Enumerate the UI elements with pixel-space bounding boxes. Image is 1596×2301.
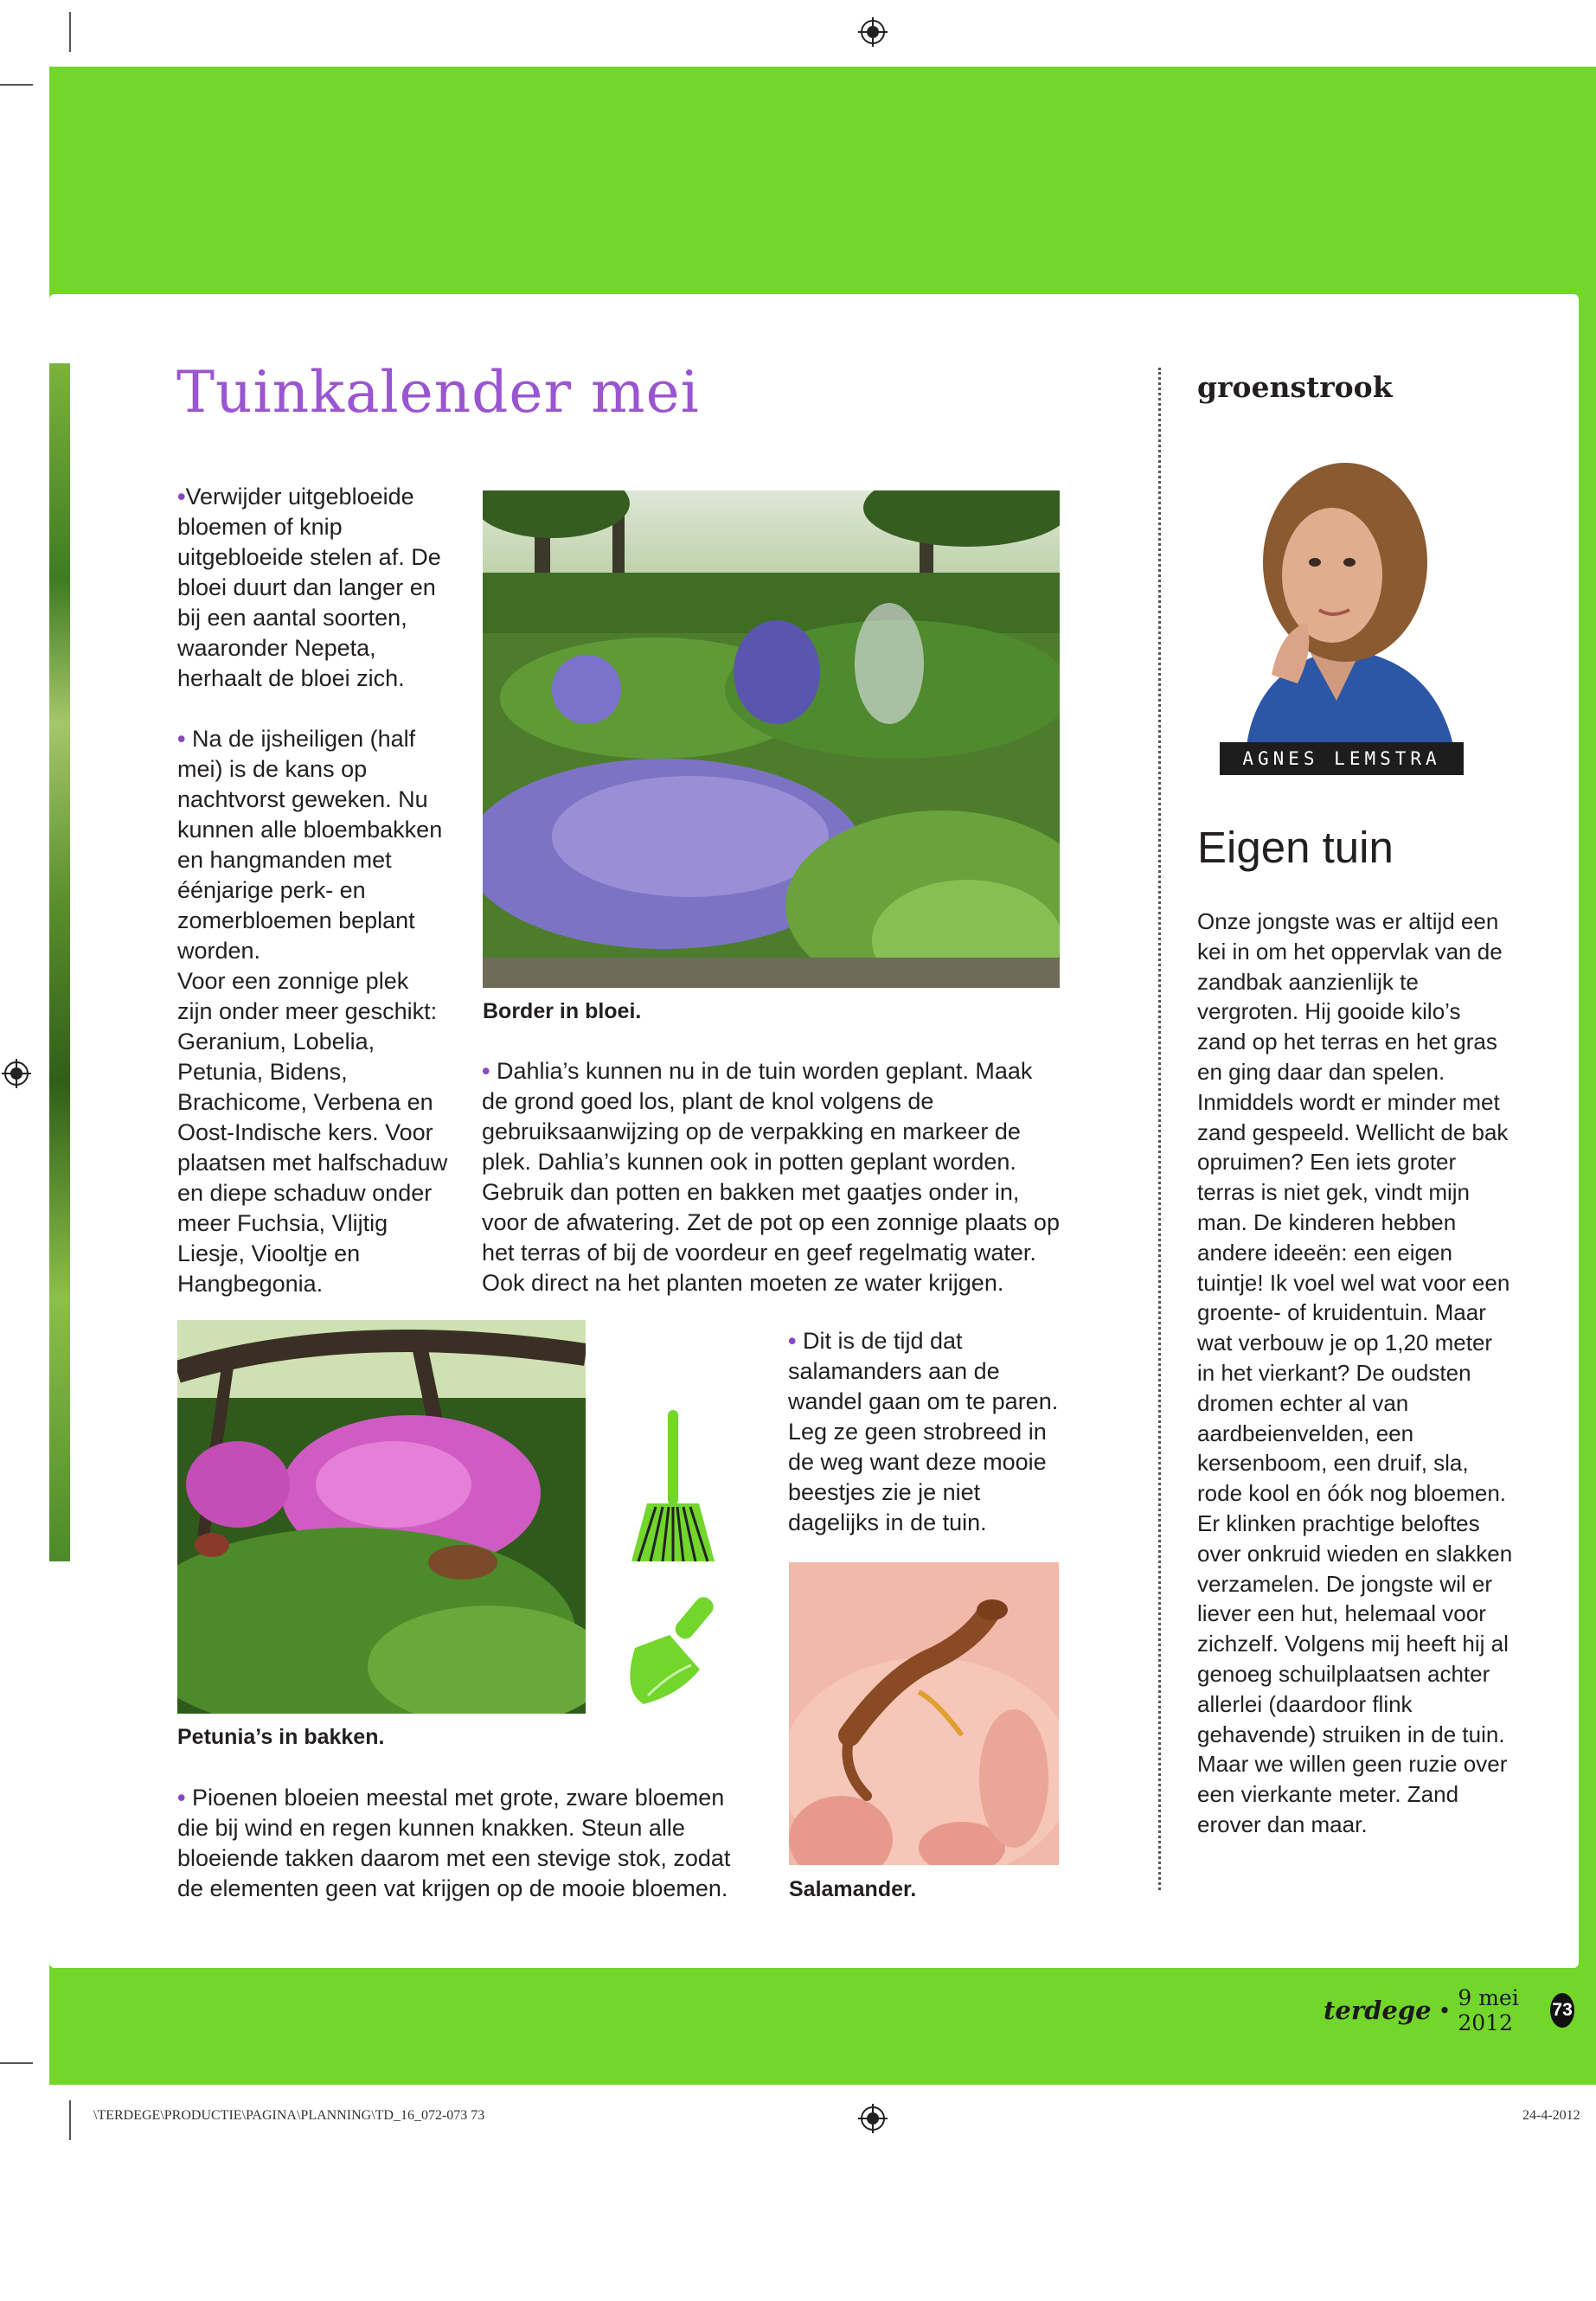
caption-salamander-photo: Salamander. [789, 1877, 917, 1901]
salamander-photo [789, 1562, 1059, 1865]
crop-mark [69, 2100, 71, 2140]
page-number: 73 [1550, 1993, 1574, 2028]
paragraph-peonies: • Pioenen bloeien meestal met grote, zware bloemen die bij wind en regen kunnen knakken. Steun alle bloeiende takken daarom met een stevige stok, zodat de elementen geen vat krijgen op de mooie bloemen. [177, 1785, 731, 1901]
dahlia-text-block [482, 1056, 1063, 1298]
issue-date: 9 mei 2012 [1458, 1985, 1519, 2035]
slug-path: \TERDEGE\PRODUCTIE\PAGINA\PLANNING\TD_16_072-073 73 [93, 2108, 485, 2123]
bullet-icon: • [177, 484, 186, 510]
green-frame-top [49, 67, 1596, 300]
author-portrait [1228, 450, 1464, 753]
bullet-icon: • [482, 1058, 490, 1084]
column-divider [1158, 368, 1161, 1890]
magazine-logo: terdege [1324, 1996, 1432, 2025]
left-text-column [177, 482, 450, 1299]
paragraph-deadheading: •Verwijder uitgebloeide bloemen of knip uitgebloeide stelen af. De bloei duurt dan langer en bij een aantal soorten, waaronder Nepeta, herhaalt de bloei zich. [177, 484, 441, 691]
paragraph-dahlias: • Dahlia’s kunnen nu in de tuin worden geplant. Maak de grond goed los, plant de knol volgens de gebruiksaanwijzing op de verpakking en markeer de plek. Dahlia’s kunnen ook in potten geplant worden. Gebruik dan potten en bakken met gaatjes onder in, voor de afwatering. Zet de pot op een zonnige plaats op het terras of bij de voordeur en geef regelmatig water. Ook direct na het planten moeten ze water krijgen. [482, 1058, 1060, 1296]
rake-icon [621, 1410, 725, 1566]
left-edge-photo-strip [49, 363, 70, 1561]
paragraph-salamanders: • Dit is de tijd dat salamanders aan de wandel gaan om te paren. Leg ze geen strobreed in de weg want deze mooie beestjes zie je niet dagelijks in de tuin. [788, 1328, 1059, 1535]
registration-mark-icon [858, 17, 888, 47]
paragraph-ijsheiligen: • Na de ijsheiligen (half mei) is de kans op nachtvorst geweken. Nu kunnen alle bloembakken en hangmanden met éénjarige perk- en zomerbloemen beplant worden. [177, 726, 443, 964]
salamander-text-block [788, 1326, 1065, 1538]
column-label: groenstrook [1197, 370, 1393, 404]
crop-mark [0, 2062, 33, 2064]
bullet-icon: • [788, 1328, 797, 1354]
peony-text-block [177, 1783, 740, 1904]
caption-petunia-photo: Petunia’s in bakken. [177, 1725, 385, 1749]
bullet-icon: • [177, 1785, 186, 1811]
slug-date: 24-4-2012 [1522, 2108, 1580, 2123]
paragraph-plant-locations: Voor een zonnige plek zijn onder meer geschikt: Geranium, Lobelia, Petunia, Bidens, Brachicome, Verbena en Oost-Indische kers. Voor plaatsen met halfschaduw en diepe schaduw onder meer Fuchsia, Vlijtig Liesje, Viooltje en Hangbegonia. [177, 968, 448, 1297]
page-title: Tuinkalender mei [176, 359, 700, 426]
caption-border-photo: Border in bloei. [483, 999, 642, 1023]
registration-mark-icon [2, 1059, 31, 1088]
trowel-icon [618, 1587, 730, 1708]
crop-mark [69, 12, 71, 52]
footer-separator: • [1438, 1997, 1452, 2023]
column-body: Onze jongste was er altijd een kei in om het oppervlak van de zandbak aanzienlijk te vergroten. Hij gooide kilo’s zand op het terras en het gras en ging daar dan spelen. Inmiddels wordt er minder met zand gespeeld. Wellicht de bak opruimen? Een iets groter terras is niet gek, vindt mijn man. De kinderen hebben andere ideeën: een eigen tuintje! Ik voel wel wat voor een groente- of kruidentuin. Maar wat verbouw je op 1,20 meter in het vierkant? De oudsten dromen echter al van aardbeienvelden, een kersenboom, een druif, sla, rode kool en óók nog bloemen. Er klinken prachtige beloftes over onkruid wieden en slakken verzamelen. De jongste wil er liever een hut, helemaal voor zichzelf. Volgens mij heeft hij al genoeg schuilplaatsen achter allerlei (daardoor flink gehavende) struiken in de tuin. Maar we willen geen ruzie over een vierkante meter. Zand erover dan maar. [1197, 908, 1513, 1837]
petunia-photo [177, 1320, 586, 1714]
column-heading: Eigen tuin [1197, 823, 1394, 872]
border-photo [483, 490, 1060, 988]
registration-mark-icon [858, 2104, 888, 2133]
bullet-icon: • [177, 726, 186, 752]
author-nameplate: AGNES LEMSTRA [1220, 742, 1464, 775]
crop-mark [0, 84, 33, 86]
footer [1324, 1985, 1574, 2035]
